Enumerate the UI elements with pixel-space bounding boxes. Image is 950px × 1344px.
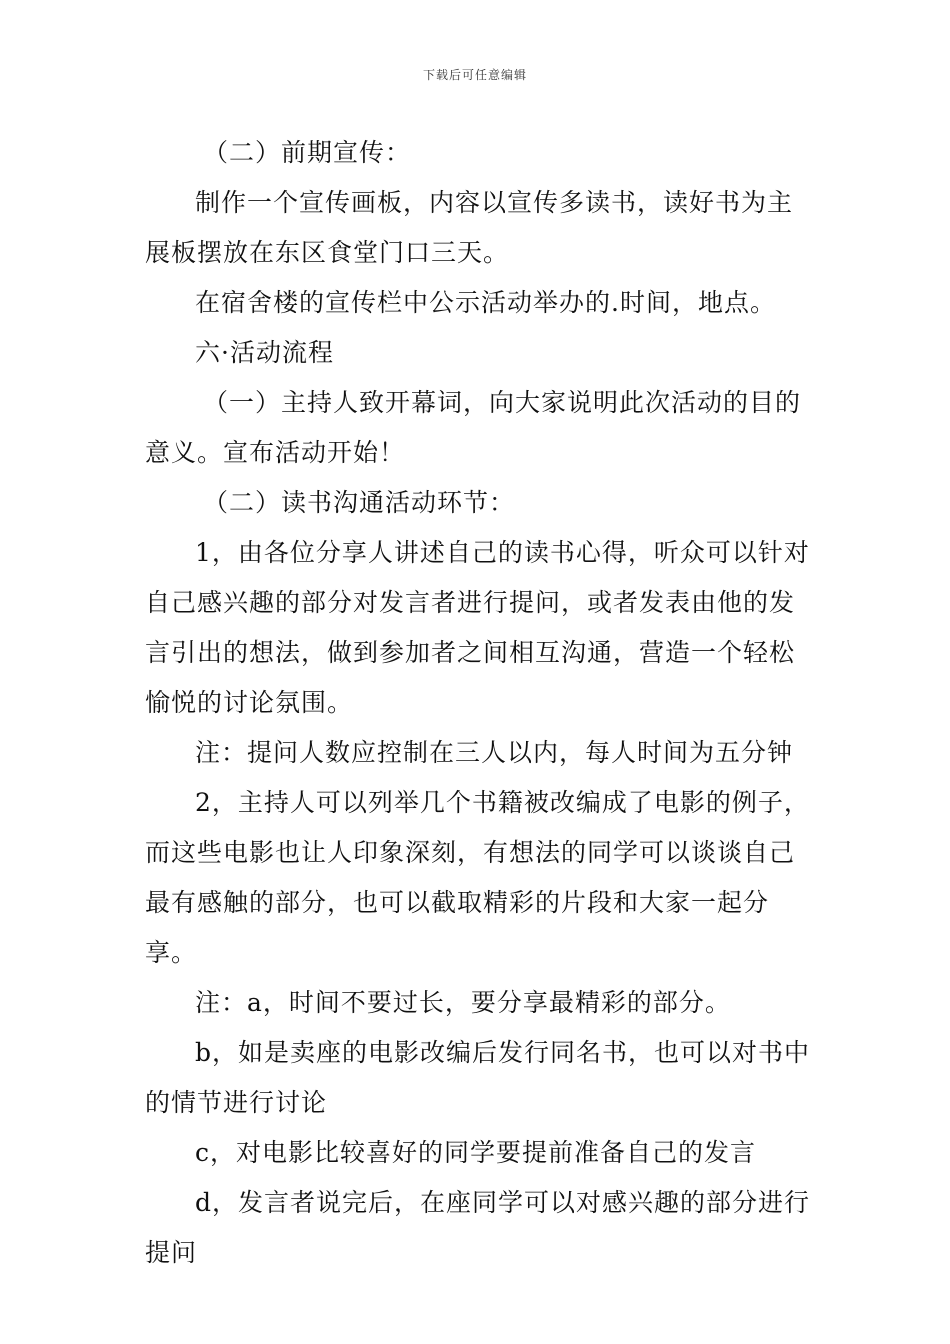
paragraph-display-board: 制作一个宣传画板，内容以宣传多读书，读好书为主展板摆放在东区食堂门口三天。 — [145, 188, 794, 267]
paragraph-note-b: b，如是卖座的电影改编后发行同名书，也可以对书中的情节进行讨论 — [145, 1038, 811, 1117]
paragraph-dorm-notice: 在宿舍楼的宣传栏中公示活动举办的.时间，地点。 — [195, 288, 776, 317]
paragraph-item-2: 2，主持人可以列举几个书籍被改编成了电影的例子，而这些电影也让人印象深刻，有想法的同学可以谈谈自己最有感触的部分，也可以截取精彩的片段和大家一起分享。 — [145, 788, 810, 967]
paragraph-item-1: 1，由各位分享人讲述自己的读书心得，听众可以针对自己感兴趣的部分对发言者进行提问，或者发表由他的发言引出的想法，做到参加者之间相互沟通，营造一个轻松愉悦的讨论氛围。 — [145, 538, 810, 717]
document-body — [145, 128, 810, 1278]
paragraph-note-d: d，发言者说完后，在座同学可以对感兴趣的部分进行提问 — [145, 1188, 811, 1267]
section-heading-process: 六·活动流程 — [195, 338, 334, 367]
paragraph-note-1: 注：提问人数应控制在三人以内，每人时间为五分钟 — [195, 738, 794, 767]
paragraph-note-a: 注：a，时间不要过长，要分享最精彩的部分。 — [195, 988, 731, 1017]
paragraph-note-c: c，对电影比较喜好的同学要提前准备自己的发言 — [195, 1138, 757, 1167]
paragraph-promotion-heading: （二）前期宣传： — [203, 138, 412, 167]
paragraph-opening-speech: （一）主持人致开幕词，向大家说明此次活动的目的意义。宣布活动开始！ — [145, 388, 802, 467]
paragraph-communication-heading: （二）读书沟通活动环节： — [203, 488, 516, 517]
page-header: 下载后可任意编辑 — [422, 68, 527, 82]
